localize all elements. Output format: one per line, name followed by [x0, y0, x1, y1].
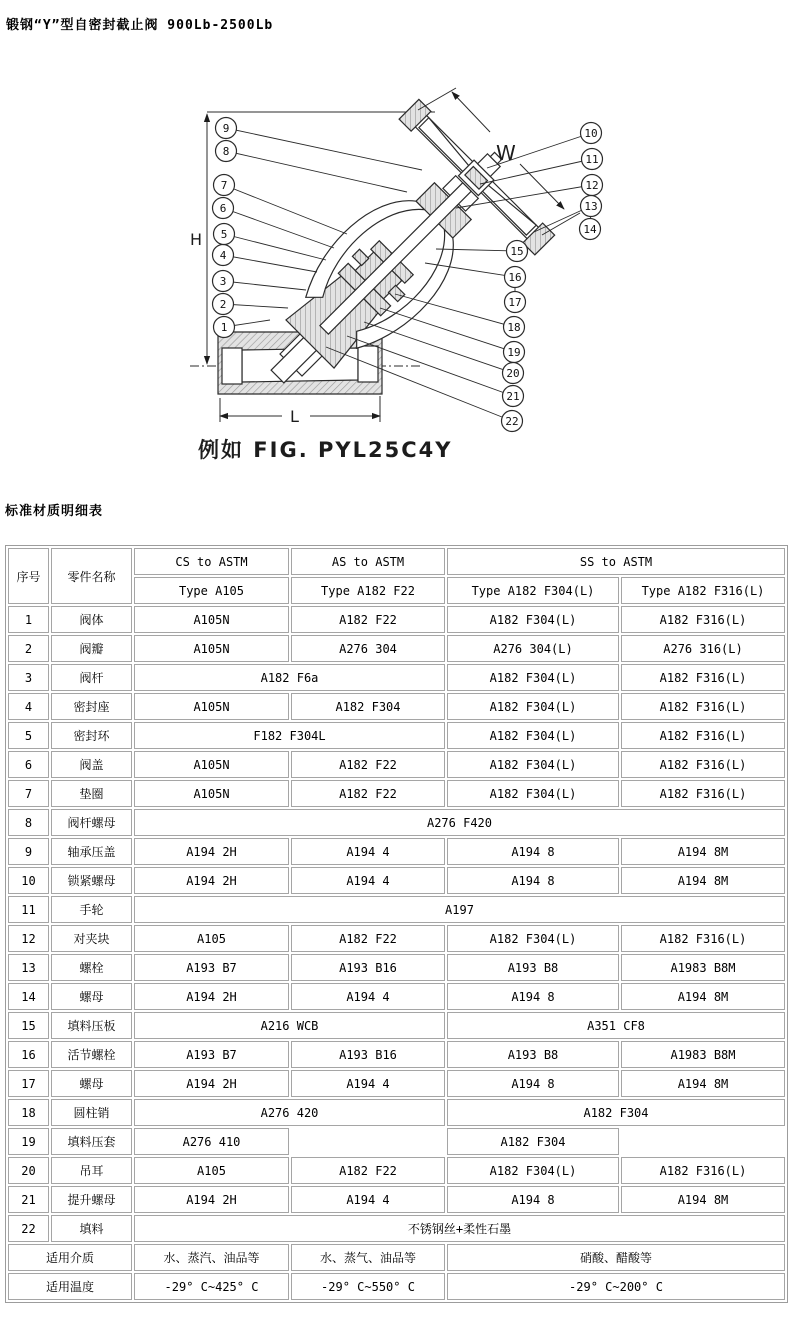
- part-name-cell: 对夹块: [51, 925, 132, 952]
- callout-15: [507, 241, 528, 262]
- material-cell: A194 4: [291, 1070, 445, 1097]
- material-group-header: AS to ASTM: [291, 548, 445, 575]
- callout-number: 5: [220, 228, 228, 241]
- table-row: [8, 1070, 785, 1097]
- material-cell: A193 B8: [447, 954, 619, 981]
- type-header: Type A182 F304(L): [447, 577, 619, 604]
- part-name-cell: 填料: [51, 1215, 132, 1242]
- material-cell: A193 B16: [291, 954, 445, 981]
- callout-19: [504, 342, 525, 363]
- material-cell: A197: [134, 896, 785, 923]
- page-title: 锻钢“Y”型自密封截止阀 900Lb-2500Lb: [6, 18, 274, 33]
- material-cell: A194 8M: [621, 983, 785, 1010]
- material-cell: A182 F22: [291, 1157, 445, 1184]
- row-num-cell: 13: [8, 954, 49, 981]
- part-name-cell: 阀杆: [51, 664, 132, 691]
- part-name-cell: 垫圈: [51, 780, 132, 807]
- row-num-cell: 14: [8, 983, 49, 1010]
- material-group-header: CS to ASTM: [134, 548, 289, 575]
- material-group-header: SS to ASTM: [447, 548, 785, 575]
- callout-number: 21: [506, 390, 520, 403]
- table-row: [8, 1128, 785, 1155]
- part-name-cell: 阀杆螺母: [51, 809, 132, 836]
- row-num-cell: 10: [8, 867, 49, 894]
- table-row: [8, 635, 785, 662]
- table-row: [8, 809, 785, 836]
- table-row: [8, 1099, 785, 1126]
- part-name-cell: 密封座: [51, 693, 132, 720]
- callout-20: [503, 363, 524, 384]
- material-cell: A182 F304: [447, 1099, 785, 1126]
- part-name-cell: 螺母: [51, 1070, 132, 1097]
- type-header: Type A182 F316(L): [621, 577, 785, 604]
- callout-number: 10: [584, 127, 598, 140]
- callout-21: [503, 386, 524, 407]
- material-cell: [291, 1128, 445, 1155]
- header-row-groups: [8, 548, 785, 575]
- material-cell: 不锈钢丝+柔性石墨: [134, 1215, 785, 1242]
- material-cell: A182 F316(L): [621, 693, 785, 720]
- dim-w-label: W: [496, 141, 516, 165]
- material-cell: A276 304(L): [447, 635, 619, 662]
- table-row: [8, 896, 785, 923]
- material-cell: A182 F6a: [134, 664, 445, 691]
- material-cell: A105N: [134, 693, 289, 720]
- row-num-cell: 4: [8, 693, 49, 720]
- table-row: [8, 693, 785, 720]
- material-cell: [621, 1128, 785, 1155]
- material-cell: A194 8M: [621, 1186, 785, 1213]
- material-cell: A182 F316(L): [621, 664, 785, 691]
- table-row: [8, 954, 785, 981]
- row-num-cell: 17: [8, 1070, 49, 1097]
- material-cell: A105: [134, 1157, 289, 1184]
- material-cell: A1983 B8M: [621, 1041, 785, 1068]
- callout-17: [505, 292, 526, 313]
- callout-18: [504, 317, 525, 338]
- table-row: [8, 983, 785, 1010]
- material-cell: A194 4: [291, 983, 445, 1010]
- material-cell: A194 2H: [134, 1186, 289, 1213]
- table-row: [8, 1012, 785, 1039]
- row-num-cell: 7: [8, 780, 49, 807]
- material-cell: A351 CF8: [447, 1012, 785, 1039]
- part-name-cell: 填料压套: [51, 1128, 132, 1155]
- material-cell: A182 F316(L): [621, 751, 785, 778]
- material-cell: A182 F304: [447, 1128, 619, 1155]
- row-num-cell: 1: [8, 606, 49, 633]
- callout-16: [505, 267, 526, 288]
- material-cell: A182 F304(L): [447, 693, 619, 720]
- material-cell: A194 2H: [134, 838, 289, 865]
- callout-number: 4: [219, 249, 227, 262]
- material-cell: A182 F304(L): [447, 925, 619, 952]
- callout-number: 6: [219, 202, 227, 215]
- row-num-cell: 9: [8, 838, 49, 865]
- material-cell: A194 8M: [621, 1070, 785, 1097]
- material-cell: A105: [134, 925, 289, 952]
- row-num-cell: 18: [8, 1099, 49, 1126]
- table-row: [8, 838, 785, 865]
- material-cell: A194 8M: [621, 838, 785, 865]
- row-num-cell: 20: [8, 1157, 49, 1184]
- part-name-cell: 填料压板: [51, 1012, 132, 1039]
- material-cell: A182 F22: [291, 751, 445, 778]
- part-name-cell: 密封环: [51, 722, 132, 749]
- part-name-cell: 轴承压盖: [51, 838, 132, 865]
- section-title: 标准材质明细表: [5, 504, 104, 519]
- table-row: [8, 606, 785, 633]
- row-num-cell: 16: [8, 1041, 49, 1068]
- row-num-cell: 6: [8, 751, 49, 778]
- material-cell: A194 8: [447, 1070, 619, 1097]
- material-cell: A182 F22: [291, 780, 445, 807]
- material-cell: A182 F304: [291, 693, 445, 720]
- material-cell: A194 4: [291, 838, 445, 865]
- material-cell: A182 F22: [291, 925, 445, 952]
- table-row: [8, 751, 785, 778]
- footer-label-cell: 适用介质: [8, 1244, 132, 1271]
- callout-2: [213, 294, 234, 315]
- callout-number: 14: [583, 223, 597, 236]
- footer-row: [8, 1244, 785, 1271]
- callout-3: [213, 271, 234, 292]
- material-cell: A194 8: [447, 983, 619, 1010]
- callout-number: 12: [585, 179, 599, 192]
- valve-diagram-svg: [182, 82, 612, 474]
- callout-number: 11: [585, 153, 599, 166]
- table-row: [8, 780, 785, 807]
- materials-table: [5, 545, 788, 1303]
- material-cell: A194 4: [291, 1186, 445, 1213]
- footer-value-cell: 水、蒸气、油品等: [291, 1244, 445, 1271]
- material-cell: A276 304: [291, 635, 445, 662]
- material-cell: A276 420: [134, 1099, 445, 1126]
- material-cell: A105N: [134, 606, 289, 633]
- table-row: [8, 664, 785, 691]
- part-name-cell: 吊耳: [51, 1157, 132, 1184]
- table-row: [8, 722, 785, 749]
- material-cell: A276 410: [134, 1128, 289, 1155]
- row-num-cell: 19: [8, 1128, 49, 1155]
- material-cell: A194 4: [291, 867, 445, 894]
- callout-7: [214, 175, 235, 196]
- callout-22: [502, 411, 523, 432]
- part-name-cell: 圆柱销: [51, 1099, 132, 1126]
- footer-value-cell: -29° C~425° C: [134, 1273, 289, 1300]
- material-cell: F182 F304L: [134, 722, 445, 749]
- material-cell: A194 2H: [134, 867, 289, 894]
- col-num-header: 序号: [8, 548, 49, 604]
- col-name-header: 零件名称: [51, 548, 132, 604]
- callout-number: 3: [219, 275, 227, 288]
- callout-number: 17: [508, 296, 522, 309]
- material-cell: A182 F304(L): [447, 722, 619, 749]
- part-name-cell: 提升螺母: [51, 1186, 132, 1213]
- callout-14: [580, 219, 601, 240]
- callout-number: 15: [510, 245, 524, 258]
- callout-4: [213, 245, 234, 266]
- dim-h-label: H: [190, 230, 203, 249]
- material-cell: A105N: [134, 751, 289, 778]
- material-cell: A276 316(L): [621, 635, 785, 662]
- material-cell: A182 F304(L): [447, 1157, 619, 1184]
- material-cell: A193 B8: [447, 1041, 619, 1068]
- material-cell: A182 F304(L): [447, 751, 619, 778]
- table-row: [8, 925, 785, 952]
- material-cell: A182 F304(L): [447, 606, 619, 633]
- material-cell: A105N: [134, 635, 289, 662]
- callout-5: [214, 224, 235, 245]
- callout-number: 9: [222, 122, 230, 135]
- callout-number: 7: [220, 179, 228, 192]
- callout-number: 20: [506, 367, 520, 380]
- part-name-cell: 手轮: [51, 896, 132, 923]
- material-cell: A194 8: [447, 867, 619, 894]
- callout-number: 16: [508, 271, 522, 284]
- material-cell: A182 F304(L): [447, 780, 619, 807]
- footer-value-cell: -29° C~550° C: [291, 1273, 445, 1300]
- table-row: [8, 1186, 785, 1213]
- footer-label-cell: 适用温度: [8, 1273, 132, 1300]
- material-cell: A194 8: [447, 838, 619, 865]
- material-cell: A194 2H: [134, 1070, 289, 1097]
- callout-1: [214, 317, 235, 338]
- material-cell: A194 8: [447, 1186, 619, 1213]
- callout-12: [582, 175, 603, 196]
- row-num-cell: 22: [8, 1215, 49, 1242]
- material-cell: A216 WCB: [134, 1012, 445, 1039]
- footer-row: [8, 1273, 785, 1300]
- material-cell: A194 8M: [621, 867, 785, 894]
- material-cell: A182 F316(L): [621, 606, 785, 633]
- row-num-cell: 3: [8, 664, 49, 691]
- row-num-cell: 21: [8, 1186, 49, 1213]
- material-cell: A105N: [134, 780, 289, 807]
- material-cell: A276 F420: [134, 809, 785, 836]
- callout-number: 19: [507, 346, 521, 359]
- row-num-cell: 8: [8, 809, 49, 836]
- part-name-cell: 螺母: [51, 983, 132, 1010]
- material-cell: A193 B16: [291, 1041, 445, 1068]
- part-name-cell: 阀体: [51, 606, 132, 633]
- footer-value-cell: -29° C~200° C: [447, 1273, 785, 1300]
- part-name-cell: 螺栓: [51, 954, 132, 981]
- row-num-cell: 12: [8, 925, 49, 952]
- footer-value-cell: 水、蒸汽、油品等: [134, 1244, 289, 1271]
- material-cell: A182 F316(L): [621, 925, 785, 952]
- material-cell: A1983 B8M: [621, 954, 785, 981]
- material-cell: A182 F316(L): [621, 1157, 785, 1184]
- callout-number: 13: [584, 200, 598, 213]
- callout-10: [581, 123, 602, 144]
- row-num-cell: 5: [8, 722, 49, 749]
- part-name-cell: 阀瓣: [51, 635, 132, 662]
- dim-l-label: L: [290, 407, 299, 426]
- type-header: Type A105: [134, 577, 289, 604]
- material-cell: A194 2H: [134, 983, 289, 1010]
- callout-9: [216, 118, 237, 139]
- callout-number: 8: [222, 145, 230, 158]
- callout-11: [582, 149, 603, 170]
- dimension-l: [220, 396, 380, 426]
- callout-13: [581, 196, 602, 217]
- material-cell: A193 B7: [134, 1041, 289, 1068]
- material-cell: A182 F304(L): [447, 664, 619, 691]
- part-name-cell: 阀盖: [51, 751, 132, 778]
- valve-diagram: [182, 82, 612, 474]
- material-cell: A182 F22: [291, 606, 445, 633]
- part-name-cell: 锁紧螺母: [51, 867, 132, 894]
- material-cell: A182 F316(L): [621, 780, 785, 807]
- callout-number: 1: [220, 321, 228, 334]
- figure-caption: 例如 FIG. PYL25C4Y: [198, 438, 453, 462]
- callout-6: [213, 198, 234, 219]
- row-num-cell: 15: [8, 1012, 49, 1039]
- table-row: [8, 1041, 785, 1068]
- type-header: Type A182 F22: [291, 577, 445, 604]
- callout-number: 18: [507, 321, 521, 334]
- callout-number: 22: [505, 415, 519, 428]
- callout-8: [216, 141, 237, 162]
- table-row: [8, 1157, 785, 1184]
- material-cell: A193 B7: [134, 954, 289, 981]
- callout-number: 2: [219, 298, 227, 311]
- row-num-cell: 2: [8, 635, 49, 662]
- row-num-cell: 11: [8, 896, 49, 923]
- table-row: [8, 867, 785, 894]
- footer-value-cell: 硝酸、醋酸等: [447, 1244, 785, 1271]
- part-name-cell: 活节螺栓: [51, 1041, 132, 1068]
- material-cell: A182 F316(L): [621, 722, 785, 749]
- table-row: [8, 1215, 785, 1242]
